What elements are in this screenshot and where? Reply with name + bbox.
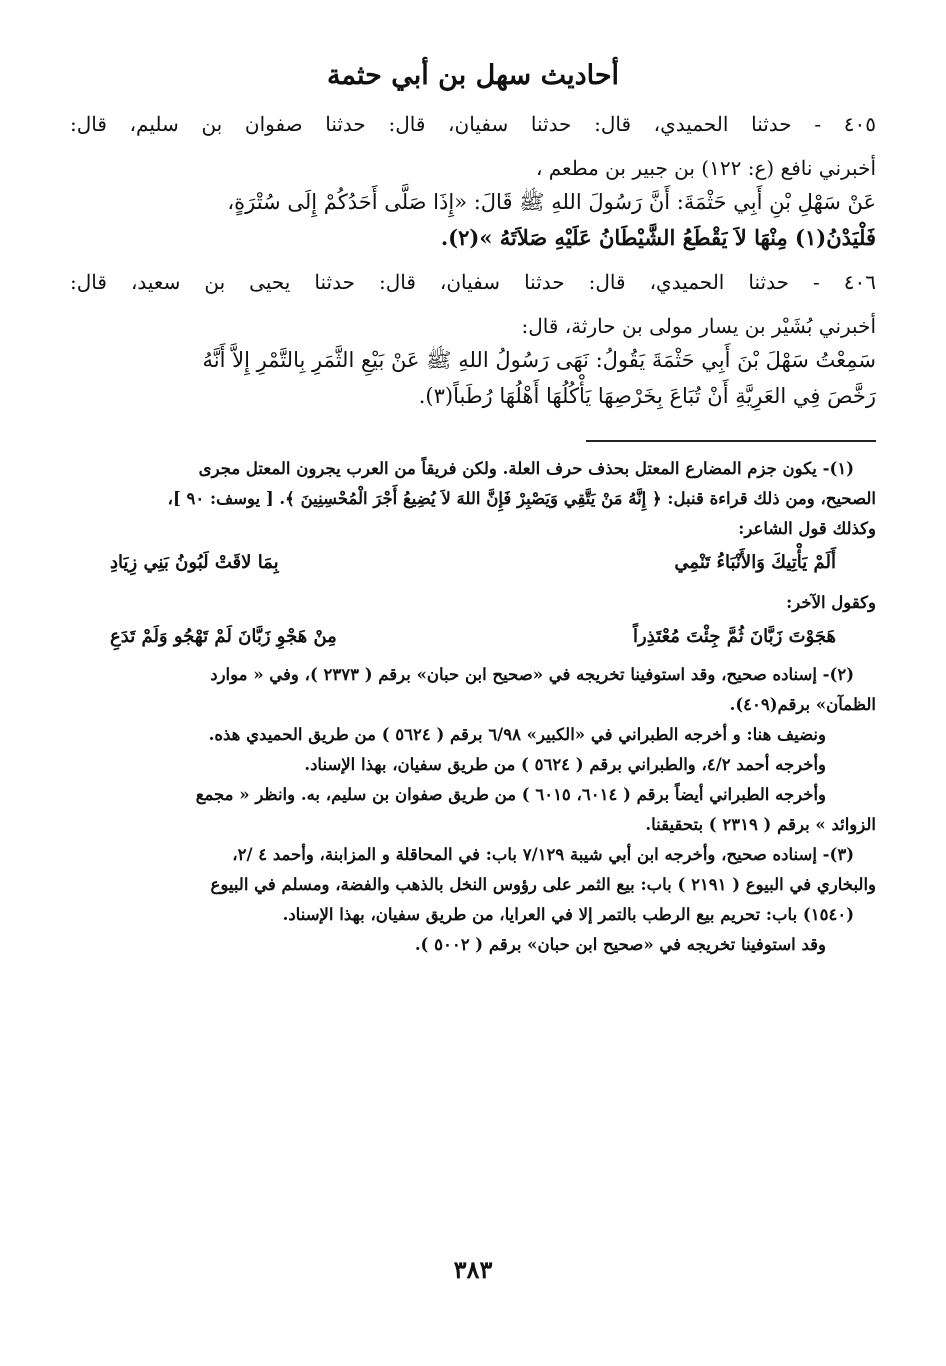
footnote-3-line-1: (٣)- إسناده صحيح، وأخرجه ابن أبي شيبة ٧/١٢٩ باب: في المحاقلة و المزابنة، وأحمد ٤ /٢، — [232, 845, 854, 864]
poem-verse-2-second-hemistich: مِنْ هَجْوِ زَبَّانَ لَمْ تَهْجُو وَلَمْ تَدَعِ — [110, 626, 337, 647]
footnote-1-line-4: وكقول الآخر: — [786, 593, 876, 612]
hadith-405-matn-line-1: عَنْ سَهْلِ بْنِ أَبِي حَثْمَةَ: أَنَّ رَسُولَ اللهِ ﷺ قَالَ: «إِذَا صَلَّى أَحَدُكُمْ إِلَى سُتْرَةٍ، — [227, 190, 876, 214]
page-number: ٣٨٣ — [453, 1255, 493, 1284]
poem-verse-1-first-hemistich: أَلَمْ يَأْتِيكَ وَالأَنْبَاءُ تَنْمِي — [674, 552, 836, 573]
hadith-405-isnad-line-2: أخبرني نافع (ع: ١٢٢) بن جبير بن مطعم ، — [535, 156, 876, 180]
poem-verse-2-first-hemistich: هَجَوْتَ زَبَّانَ ثُمَّ جِئْتَ مُعْتَذِراً — [633, 626, 836, 647]
footnote-divider — [586, 440, 876, 442]
footnotes — [70, 454, 876, 960]
footnote-2-line-1: (٢)- إسناده صحيح، وقد استوفينا تخريجه في «صحيح ابن حبان» برقم ( ٢٣٧٣ )، وفي « موارد — [210, 665, 854, 684]
footnote-1-line-1: (١)- يكون جزم المضارع المعتل بحذف حرف العلة. ولكن فريقاً من العرب يجرون المعتل مجرى — [198, 459, 854, 478]
poem-verse-1 — [110, 548, 836, 578]
footnote-2-line-4: وأخرجه أحمد ٤/٢، والطبراني برقم ( ٥٦٢٤ ) من طريق سفيان، بهذا الإسناد. — [304, 755, 826, 774]
poem-verse-1-second-hemistich: بِمَا لاقَتْ لَبُونُ بَنِي زِيَادِ — [110, 552, 279, 573]
footnote-3-line-4: وقد استوفينا تخريجه في «صحيح ابن حبان» برقم ( ٥٠٠٢ ). — [414, 935, 826, 954]
hadith-405 — [70, 108, 876, 256]
footnote-2-line-3: ونضيف هنا: و أخرجه الطبراني في «الكبير» ٦/٩٨ برقم ( ٥٦٢٤ ) من طريق الحميدي هذه. — [208, 725, 826, 744]
poem-verse-2 — [110, 622, 836, 652]
footnote-3-line-3: (١٥٤٠) باب: تحريم بيع الرطب بالتمر إلا في العرايا، من طريق سفيان، بهذا الإسناد. — [282, 905, 854, 924]
footnote-3-line-2: والبخاري في البيوع ( ٢١٩١ ) باب: بيع الثمر على رؤوس النخل بالذهب والفضة، ومسلم في البيوع — [210, 875, 876, 894]
hadith-405-matn-line-2: فَلْيَدْنُ(١) مِنْهَا لاَ يَقْطَعُ الشَّيْطَانُ عَلَيْهِ صَلاَتَهُ »(٢). — [440, 225, 876, 250]
footnote-2-line-5: وأخرجه الطبراني أيضاً برقم ( ٦٠١٤، ٦٠١٥ ) من طريق صفوان بن سليم، به. وانظر « مجمع — [195, 785, 826, 804]
hadith-406 — [70, 266, 876, 414]
page-title: أحاديث سهل بن أبي حثمة — [326, 60, 620, 91]
hadith-406-isnad-line-2: أخبرني بُشَيْر بن يسار مولى بن حارثة، قال: — [521, 314, 876, 338]
footnote-2-line-2: الظمآن» برقم(٤٠٩). — [729, 695, 876, 714]
hadith-405-isnad-line-1: ٤٠٥ - حدثنا الحميدي، قال: حدثنا سفيان، قال: حدثنا صفوان بن سليم، قال: — [70, 112, 876, 136]
footnote-2-line-6: الزوائد » برقم ( ٢٣١٩ ) بتحقيقنا. — [645, 815, 876, 834]
footnote-1-line-2: الصحيح، ومن ذلك قراءة قنبل: ﴿ إِنَّهُ مَنْ يَتَّقِي وَيَصْبِرْ فَإِنَّ اللهَ لاَ يُضِيعُ أَجْرَ الْمُحْسِنِينَ ﴾. [ يوسف: ٩٠ ]، — [167, 489, 876, 508]
hadith-406-matn-line-1: سَمِعْتُ سَهْلَ بْنَ أَبِي حَثْمَةَ يَقُولُ: نَهَى رَسُولُ اللهِ ﷺ عَنْ بَيْعِ الثَّمَرِ بِالتَّمْرِ إِلاَّ أَنَّهُ — [202, 348, 876, 372]
hadith-406-isnad-line-1: ٤٠٦ - حدثنا الحميدي، قال: حدثنا سفيان، قال: حدثنا يحيى بن سعيد، قال: — [70, 270, 876, 294]
hadith-406-matn-line-2: رَخَّصَ فِي العَرِيَّةِ أَنْ تُبَاعَ بِخَرْصِهَا يَأْكُلُهَا أَهْلُهَا رُطَباً(٣). — [418, 384, 876, 408]
footnote-1-line-3: وكذلك قول الشاعر: — [738, 519, 876, 538]
